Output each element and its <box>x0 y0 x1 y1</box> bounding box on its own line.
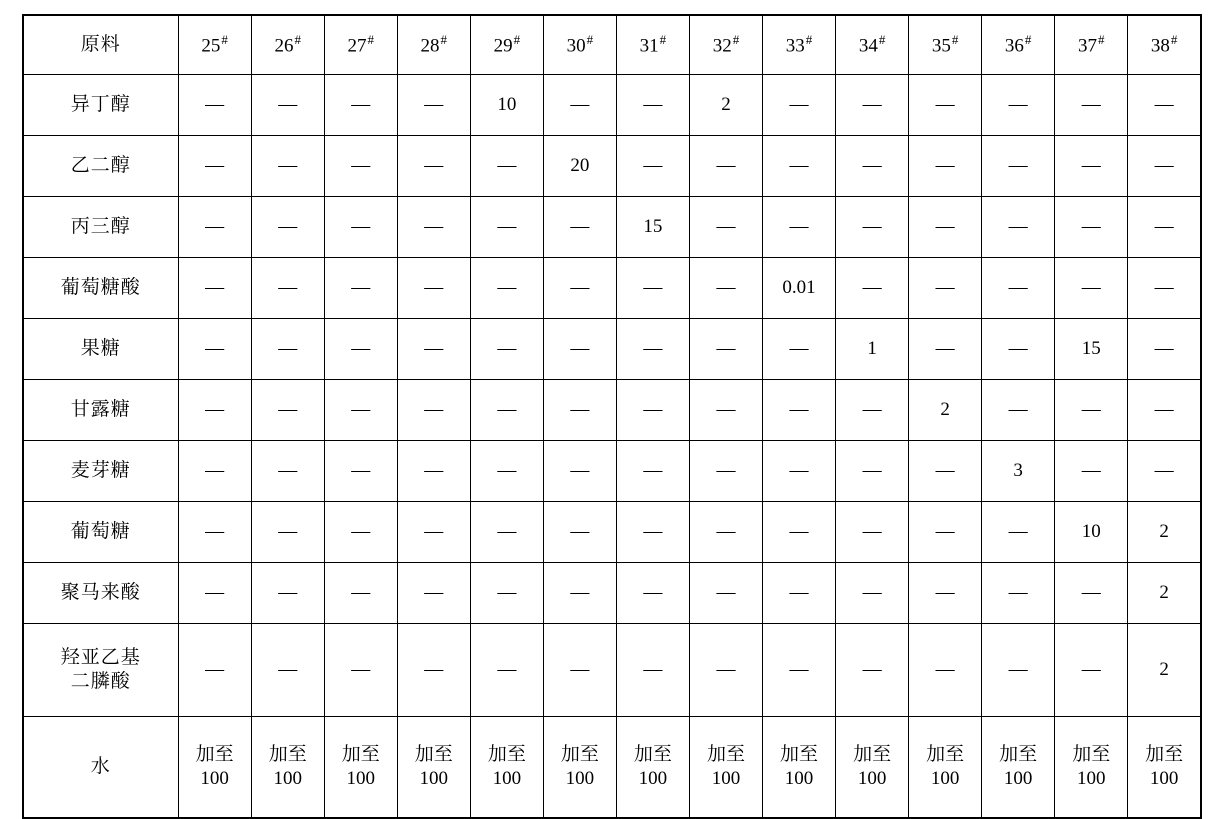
table-cell: — <box>178 319 251 380</box>
table-cell: — <box>909 258 982 319</box>
table-cell: — <box>543 258 616 319</box>
table-cell: — <box>251 258 324 319</box>
table-cell: — <box>836 441 909 502</box>
table-cell: — <box>909 197 982 258</box>
table-cell: — <box>324 624 397 717</box>
table-cell: — <box>470 441 543 502</box>
row-label-line: 羟亚乙基 <box>60 647 141 669</box>
table-cell: — <box>543 197 616 258</box>
cell-value-line: 加至 <box>560 744 599 766</box>
table-cell: — <box>397 441 470 502</box>
table-row <box>23 380 1201 441</box>
sharp-icon: # <box>440 31 448 47</box>
table-cell: — <box>689 380 762 441</box>
table-row <box>23 136 1201 197</box>
cell-value-line: 100 <box>638 768 668 789</box>
table-cell: — <box>543 380 616 441</box>
table-cell: — <box>324 136 397 197</box>
table-cell: — <box>324 380 397 441</box>
table-cell: — <box>909 502 982 563</box>
table-cell: — <box>689 624 762 717</box>
column-header-number: 38 <box>1150 35 1170 57</box>
table-cell: — <box>251 380 324 441</box>
table-cell: — <box>543 563 616 624</box>
table-cell: — <box>178 502 251 563</box>
column-header-33 <box>763 15 836 75</box>
row-label <box>23 624 178 717</box>
table-cell <box>836 717 909 819</box>
table-cell: — <box>543 624 616 717</box>
table-cell: — <box>689 319 762 380</box>
table-cell <box>324 717 397 819</box>
sharp-icon: # <box>805 31 813 47</box>
table-cell: — <box>689 441 762 502</box>
sharp-icon: # <box>732 31 740 47</box>
table-cell: — <box>470 624 543 717</box>
table-cell: — <box>763 502 836 563</box>
table-cell: 2 <box>689 75 762 136</box>
table-cell: — <box>1055 75 1128 136</box>
column-header-number: 31 <box>639 35 659 57</box>
sharp-icon: # <box>659 31 667 47</box>
table-cell: — <box>251 502 324 563</box>
table-cell: — <box>1128 441 1201 502</box>
table-cell: — <box>251 319 324 380</box>
table-cell: — <box>324 563 397 624</box>
table-cell: — <box>397 258 470 319</box>
cell-value-line: 100 <box>1149 768 1179 789</box>
table-cell: — <box>982 258 1055 319</box>
table-row <box>23 717 1201 819</box>
cell-value-line: 加至 <box>195 744 234 766</box>
table-cell: — <box>1055 441 1128 502</box>
table-cell: 15 <box>616 197 689 258</box>
table-cell: — <box>982 197 1055 258</box>
table-cell <box>909 717 982 819</box>
sharp-icon: # <box>294 31 301 47</box>
table-cell: — <box>763 75 836 136</box>
table-cell: — <box>470 502 543 563</box>
table-cell: 2 <box>1128 624 1201 717</box>
table-cell: — <box>1055 136 1128 197</box>
row-label: 葡萄糖酸 <box>23 258 178 319</box>
table-cell: — <box>178 563 251 624</box>
table-cell <box>616 717 689 819</box>
table-cell: — <box>836 380 909 441</box>
row-label: 异丁醇 <box>23 75 178 136</box>
table-cell: — <box>836 258 909 319</box>
table-cell: — <box>397 563 470 624</box>
cell-value-line: 100 <box>419 768 449 789</box>
cell-value-line: 加至 <box>487 744 526 766</box>
table-cell: — <box>616 563 689 624</box>
table-cell: — <box>397 197 470 258</box>
table-cell: — <box>1128 136 1201 197</box>
column-header-32 <box>689 15 762 75</box>
column-header-30 <box>543 15 616 75</box>
sharp-icon: # <box>586 31 594 47</box>
table-cell: — <box>470 563 543 624</box>
table-cell <box>982 717 1055 819</box>
table-cell: — <box>543 441 616 502</box>
table-cell <box>763 717 836 819</box>
sharp-icon: # <box>513 31 521 47</box>
table-cell: — <box>909 319 982 380</box>
table-cell: — <box>324 258 397 319</box>
table-cell: — <box>982 75 1055 136</box>
table-cell: — <box>909 75 982 136</box>
table-cell: — <box>1055 197 1128 258</box>
table-cell: — <box>616 258 689 319</box>
table-cell: — <box>616 624 689 717</box>
sharp-icon: # <box>221 31 228 47</box>
table-cell: — <box>616 502 689 563</box>
table-row <box>23 319 1201 380</box>
cell-value-line: 加至 <box>414 744 453 766</box>
column-header-number: 30 <box>566 35 586 57</box>
table-cell: — <box>324 197 397 258</box>
column-header-number: 33 <box>785 35 805 57</box>
formulation-table <box>22 14 1202 819</box>
table-cell: 1 <box>836 319 909 380</box>
table-cell: — <box>982 502 1055 563</box>
table-cell: — <box>836 502 909 563</box>
row-label: 麦芽糖 <box>23 441 178 502</box>
table-cell: — <box>982 136 1055 197</box>
table-cell: — <box>178 136 251 197</box>
table-cell: — <box>470 258 543 319</box>
table-cell <box>689 717 762 819</box>
cell-value-line: 100 <box>1003 768 1033 789</box>
table-cell: — <box>909 624 982 717</box>
table-cell: — <box>543 502 616 563</box>
cell-value-line: 加至 <box>780 744 819 766</box>
table-cell: — <box>397 624 470 717</box>
table-cell: — <box>397 136 470 197</box>
column-header-27 <box>324 15 397 75</box>
table-cell: — <box>178 624 251 717</box>
table-cell: — <box>982 563 1055 624</box>
cell-value-line: 加至 <box>1072 744 1111 766</box>
cell-value-line: 加至 <box>341 744 380 766</box>
table-cell: — <box>616 319 689 380</box>
column-header-36 <box>982 15 1055 75</box>
table-cell: — <box>616 75 689 136</box>
table-cell <box>470 717 543 819</box>
table-cell: — <box>763 563 836 624</box>
table-cell: 2 <box>909 380 982 441</box>
table-cell: — <box>1128 258 1201 319</box>
table-cell: — <box>763 197 836 258</box>
table-cell: — <box>1055 258 1128 319</box>
table-cell <box>251 717 324 819</box>
table-cell: — <box>1055 563 1128 624</box>
table-cell: — <box>178 258 251 319</box>
column-header-29 <box>470 15 543 75</box>
column-header-number: 25 <box>201 35 221 57</box>
column-header-number: 34 <box>858 35 878 57</box>
table-cell: — <box>178 380 251 441</box>
table-cell: — <box>836 197 909 258</box>
column-header-25 <box>178 15 251 75</box>
table-header-row <box>23 15 1201 75</box>
column-header-28 <box>397 15 470 75</box>
cell-value-line: 100 <box>857 768 887 789</box>
table-cell <box>543 717 616 819</box>
column-header-number: 35 <box>931 35 951 57</box>
cell-value-line: 100 <box>930 768 960 789</box>
table-cell: — <box>470 197 543 258</box>
table-cell: — <box>616 441 689 502</box>
table-cell: — <box>836 624 909 717</box>
table-cell: — <box>397 75 470 136</box>
cell-value-line: 加至 <box>706 744 745 766</box>
column-header-number: 29 <box>493 35 513 57</box>
table-cell: — <box>1055 380 1128 441</box>
table-row <box>23 441 1201 502</box>
column-header-35 <box>909 15 982 75</box>
column-header-number: 26 <box>274 35 294 57</box>
table-row <box>23 624 1201 717</box>
table-cell: — <box>397 502 470 563</box>
cell-value-line: 100 <box>711 768 741 789</box>
column-header-number: 32 <box>712 35 732 57</box>
column-header-number: 27 <box>347 35 367 57</box>
table-cell: — <box>909 441 982 502</box>
column-header-number: 37 <box>1077 35 1097 57</box>
table-cell: — <box>178 75 251 136</box>
table-cell: — <box>616 136 689 197</box>
table-cell: — <box>763 319 836 380</box>
table-cell: — <box>324 502 397 563</box>
table-cell: — <box>689 136 762 197</box>
table-cell: — <box>324 75 397 136</box>
sharp-icon: # <box>1024 31 1032 47</box>
table-row <box>23 258 1201 319</box>
table-row <box>23 75 1201 136</box>
table-row <box>23 502 1201 563</box>
table-cell: — <box>251 624 324 717</box>
row-label: 葡萄糖 <box>23 502 178 563</box>
cell-value-line: 加至 <box>853 744 892 766</box>
table-cell: — <box>836 75 909 136</box>
table-cell: — <box>324 441 397 502</box>
table-cell: — <box>178 441 251 502</box>
table-cell: 0.01 <box>763 258 836 319</box>
cell-value-line: 100 <box>784 768 814 789</box>
row-label: 甘露糖 <box>23 380 178 441</box>
table-cell <box>1055 717 1128 819</box>
table-cell: 2 <box>1128 502 1201 563</box>
cell-value-line: 100 <box>492 768 522 789</box>
table-cell: — <box>1128 380 1201 441</box>
column-header-number: 36 <box>1004 35 1024 57</box>
table-cell: — <box>251 441 324 502</box>
cell-value-line: 加至 <box>268 744 307 766</box>
table-cell: — <box>763 380 836 441</box>
sharp-icon: # <box>878 31 886 47</box>
row-label: 丙三醇 <box>23 197 178 258</box>
table-cell: — <box>982 624 1055 717</box>
table-cell: — <box>397 319 470 380</box>
table-body <box>23 15 1201 818</box>
cell-value-line: 100 <box>200 768 229 789</box>
column-header-37 <box>1055 15 1128 75</box>
cell-value-line: 100 <box>1076 768 1106 789</box>
table-cell: — <box>836 136 909 197</box>
table-cell: — <box>616 380 689 441</box>
table-cell: — <box>1128 75 1201 136</box>
column-header-31 <box>616 15 689 75</box>
table-cell: 20 <box>543 136 616 197</box>
header-cell-material: 原料 <box>23 15 178 75</box>
table-cell: — <box>982 319 1055 380</box>
column-header-26 <box>251 15 324 75</box>
sharp-icon: # <box>951 31 959 47</box>
row-label: 聚马来酸 <box>23 563 178 624</box>
table-row <box>23 563 1201 624</box>
table-cell: — <box>470 319 543 380</box>
table-cell: — <box>982 380 1055 441</box>
table-cell: — <box>1128 319 1201 380</box>
table-cell: — <box>251 75 324 136</box>
table-cell: — <box>543 319 616 380</box>
table-cell: — <box>324 319 397 380</box>
table-cell: — <box>689 502 762 563</box>
table-cell: — <box>909 136 982 197</box>
table-cell: — <box>178 197 251 258</box>
column-header-number: 28 <box>420 35 440 57</box>
table-cell: — <box>397 380 470 441</box>
row-label: 果糖 <box>23 319 178 380</box>
table-cell: 15 <box>1055 319 1128 380</box>
table-cell: — <box>543 75 616 136</box>
table-cell <box>178 717 251 819</box>
cell-value-line: 100 <box>273 768 302 789</box>
cell-value-line: 加至 <box>999 744 1038 766</box>
table-cell: — <box>836 563 909 624</box>
cell-value-line: 加至 <box>633 744 672 766</box>
table-cell <box>397 717 470 819</box>
table-cell: — <box>470 380 543 441</box>
cell-value-line: 100 <box>346 768 375 789</box>
table-cell: — <box>251 563 324 624</box>
table-cell: 2 <box>1128 563 1201 624</box>
table-cell: — <box>1128 197 1201 258</box>
cell-value-line: 100 <box>565 768 595 789</box>
table-cell <box>1128 717 1201 819</box>
table-row <box>23 197 1201 258</box>
table-cell: — <box>763 136 836 197</box>
table-cell: — <box>689 258 762 319</box>
table-cell: 3 <box>982 441 1055 502</box>
row-label: 乙二醇 <box>23 136 178 197</box>
row-label-line: 二膦酸 <box>70 671 131 692</box>
column-header-38 <box>1128 15 1201 75</box>
sharp-icon: # <box>367 31 374 47</box>
table-cell: — <box>909 563 982 624</box>
row-label: 水 <box>23 717 178 819</box>
table-cell: — <box>251 136 324 197</box>
table-cell: — <box>763 624 836 717</box>
table-cell: — <box>251 197 324 258</box>
sharp-icon: # <box>1170 31 1178 47</box>
table-cell: — <box>763 441 836 502</box>
table-cell: 10 <box>1055 502 1128 563</box>
table-cell: — <box>470 136 543 197</box>
table-cell: — <box>1055 624 1128 717</box>
table-cell: 10 <box>470 75 543 136</box>
table-cell: — <box>689 197 762 258</box>
column-header-34 <box>836 15 909 75</box>
cell-value-line: 加至 <box>1145 744 1184 766</box>
table-cell: — <box>689 563 762 624</box>
sharp-icon: # <box>1097 31 1105 47</box>
cell-value-line: 加至 <box>926 744 965 766</box>
